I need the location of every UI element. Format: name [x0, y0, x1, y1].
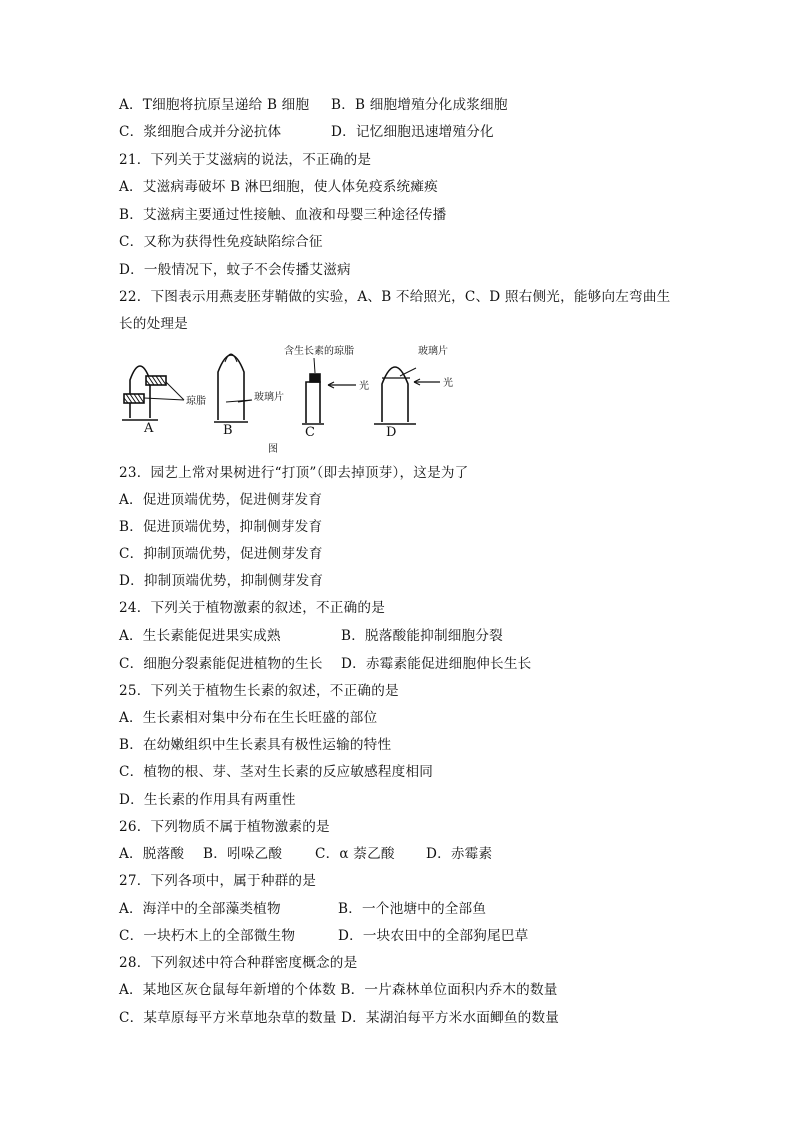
q27-row1: [119, 900, 487, 918]
q26-options: [119, 845, 493, 863]
q24-option-b: B．脱落酸能抑制细胞分裂: [341, 628, 503, 644]
letter-c: C: [305, 425, 315, 440]
q20-row1: [119, 96, 508, 114]
q25-option-c: C．植物的根、芽、茎对生长素的反应敏感程度相同: [119, 764, 434, 780]
label-glass: 玻璃片: [254, 392, 284, 403]
q21-stem: 21．下列关于艾滋病的说法，不正确的是: [119, 152, 372, 168]
q21-option-a: A．艾滋病毒破坏 B 淋巴细胞，使人体免疫系统瘫痪: [119, 179, 438, 195]
label-agar-with-auxin: 含生长素的琼脂: [284, 346, 354, 357]
q20-row2: [119, 123, 494, 141]
label-glass-top: 玻璃片: [418, 346, 448, 357]
q28-options-cd: C．某草原每平方米草地杂草的数量 D．某湖泊每平方米水面鲫鱼的数量: [119, 1010, 560, 1026]
q27-stem: 27．下列各项中，属于种群的是: [119, 873, 317, 889]
q21-option-c: C．又称为获得性免疫缺陷综合征: [119, 234, 323, 250]
q23-option-a: A．促进顶端优势，促进侧芽发育: [119, 492, 323, 508]
label-agar: 琼脂: [186, 396, 206, 407]
q24-stem: 24．下列关于植物激素的叙述，不正确的是: [119, 600, 385, 616]
coleoptile-b: [214, 354, 252, 422]
q24-row1: [119, 627, 503, 645]
q24-option-c: C．细胞分裂素能促进植物的生长: [119, 656, 323, 672]
q27-option-c: C．一块朽木上的全部微生物: [119, 928, 296, 944]
q23-option-d: D．抑制顶端优势，抑制侧芽发育: [119, 573, 324, 589]
q20-option-b: B．B 细胞增殖分化成浆细胞: [331, 97, 508, 113]
q21-option-d: D．一般情况下，蚊子不会传播艾滋病: [119, 262, 351, 278]
coleoptile-diagram: [118, 340, 463, 458]
q25-stem: 25．下列关于植物生长素的叙述，不正确的是: [119, 683, 399, 699]
q23-option-c: C．抑制顶端优势，促进侧芽发育: [119, 546, 323, 562]
label-light-d: 光: [443, 378, 453, 389]
q24-row2: [119, 655, 532, 673]
q20-option-d: D．记忆细胞迅速增殖分化: [331, 124, 494, 140]
label-light-c: 光: [359, 381, 369, 392]
q23-option-b: B．促进顶端优势，抑制侧芽发育: [119, 519, 323, 535]
q25-option-b: B．在幼嫩组织中生长素具有极性运输的特性: [119, 737, 392, 753]
coleoptile-experiment-figure: [118, 340, 463, 458]
coleoptile-c: [302, 358, 356, 424]
coleoptile-a: [122, 366, 184, 420]
q23-stem: 23．园艺上常对果树进行“打顶”（即去掉顶芽），这是为了: [119, 465, 469, 481]
q26-option-b: B．吲哚乙酸: [203, 846, 283, 862]
figure-caption: 图: [268, 444, 278, 455]
q27-option-b: B．一个池塘中的全部鱼: [338, 901, 487, 917]
q26-stem: 26．下列物质不属于植物激素的是: [119, 819, 330, 835]
q20-option-c: C．浆细胞合成并分泌抗体: [119, 124, 282, 140]
q22-stem-line2: 长的处理是: [119, 316, 188, 332]
q25-option-a: A．生长素相对集中分布在生长旺盛的部位: [119, 710, 378, 726]
q22-stem-line1: 22．下图表示用燕麦胚芽鞘做的实验，A、B 不给照光，C、D 照右侧光，能够向左弯曲生: [119, 289, 671, 305]
letter-a: A: [144, 421, 154, 436]
letter-b: B: [223, 423, 233, 438]
q27-row2: [119, 927, 529, 945]
q28-options-ab: A．某地区灰仓鼠每年新增的个体数 B．一片森林单位面积内乔木的数量: [119, 982, 558, 998]
q24-option-a: A．生长素能促进果实成熟: [119, 628, 281, 644]
q26-option-a: A．脱落酸: [119, 846, 185, 862]
letter-d: D: [386, 425, 397, 440]
coleoptile-d: [374, 367, 440, 424]
q27-option-a: A．海洋中的全部藻类植物: [119, 901, 281, 917]
q20-option-a: A．T细胞将抗原呈递给 B 细胞: [119, 97, 310, 113]
q26-option-c: C．α 萘乙酸: [315, 846, 395, 862]
q25-option-d: D．生长素的作用具有两重性: [119, 792, 296, 808]
q24-option-d: D．赤霉素能促进细胞伸长生长: [341, 656, 532, 672]
q27-option-d: D．一块农田中的全部狗尾巴草: [338, 928, 529, 944]
q26-option-d: D．赤霉素: [426, 846, 493, 862]
q28-stem: 28．下列叙述中符合种群密度概念的是: [119, 955, 358, 971]
q21-option-b: B．艾滋病主要通过性接触、血液和母婴三种途径传播: [119, 207, 447, 223]
